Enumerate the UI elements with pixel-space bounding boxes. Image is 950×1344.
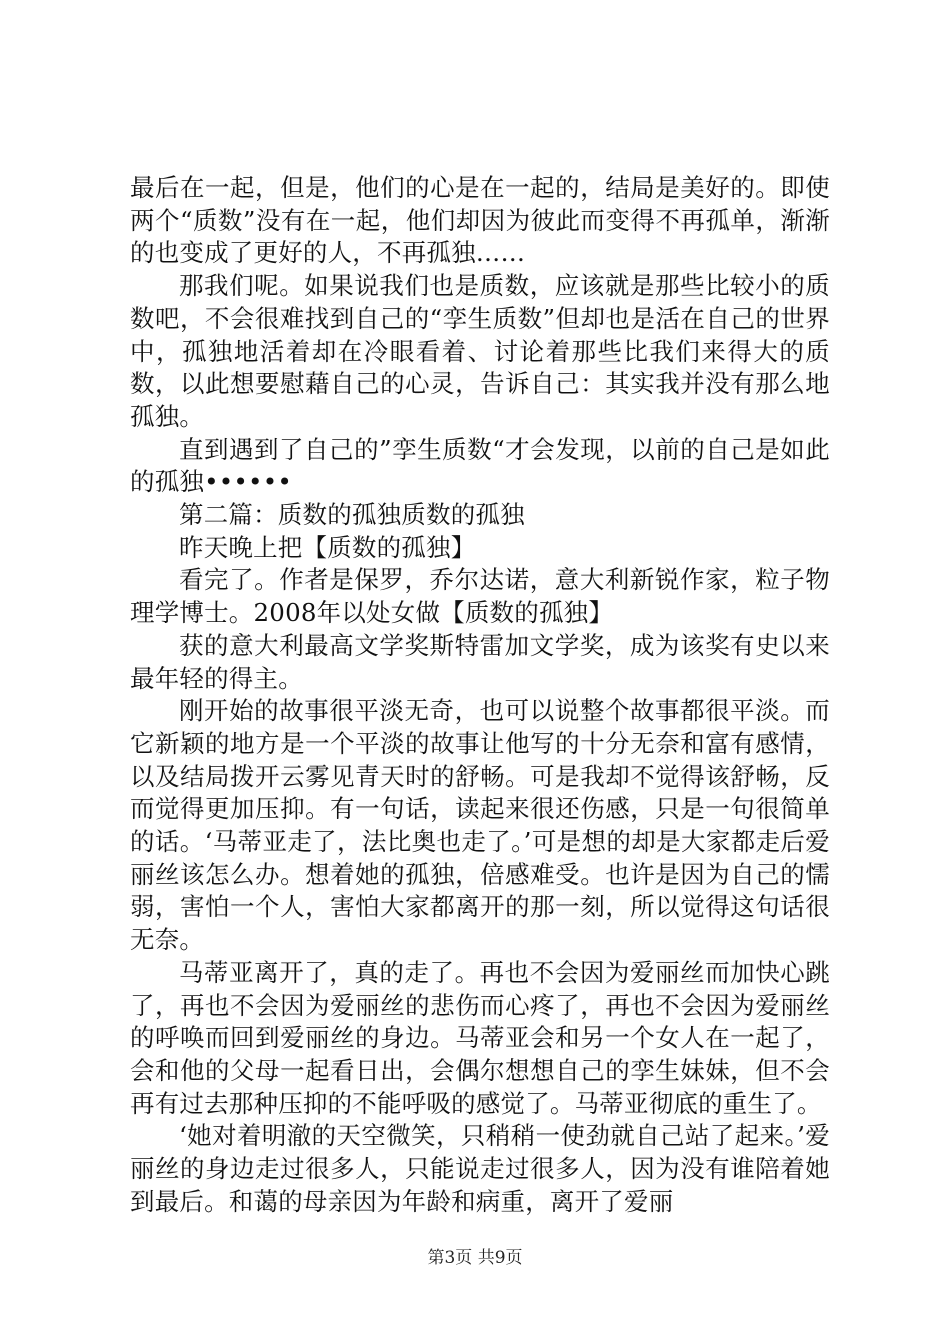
paragraph: ‘她对着明澈的天空微笑，只稍稍一使劲就自己站了起来。’爱丽丝的身边走过很多人，只能说走过很多人，因为没有谁陪着她到最后。和蔼的母亲因为年龄和病重，离开了爱丽	[130, 1121, 830, 1216]
section-heading: 第二篇：质数的孤独质数的孤独	[179, 500, 525, 530]
document-body	[130, 172, 830, 1219]
page-number-footer: 第3页 共9页	[427, 1248, 523, 1268]
paragraph: 昨天晚上把【质数的孤独】	[179, 532, 476, 562]
paragraph: 刚开始的故事很平淡无奇，也可以说整个故事都很平淡。而它新颖的地方是一个平淡的故事让他写的十分无奈和富有感情，以及结局拨开云雾见青天时的舒畅。可是我却不觉得该舒畅，反而觉得更加压抑。有一句话，读起来很还伤感，只是一句很简单的话。‘马蒂亚走了，法比奥也走了。’可是想的却是大家都走后爱丽丝该怎么办。想着她的孤独，倍感难受。也许是因为自己的懦弱，害怕一个人，害怕大家都离开的那一刻，所以觉得这句话很无奈。	[130, 696, 830, 955]
paragraph: 获的意大利最高文学奖斯特雷加文学奖，成为该奖有史以来最年轻的得主。	[130, 630, 830, 693]
paragraph: 看完了。作者是保罗，乔尔达诺，意大利新锐作家，粒子物理学博士。2008年以处女做【质数的孤独】	[130, 565, 830, 628]
paragraph: 那我们呢。如果说我们也是质数，应该就是那些比较小的质数吧，不会很难找到自己的“孪生质数”但却也是活在自己的世界中，孤独地活着却在冷眼看着、讨论着那些比我们来得大的质数，以此想要慰藉自己的心灵，告诉自己：其实我并没有那么地孤独。	[130, 271, 830, 431]
paragraph: 马蒂亚离开了，真的走了。再也不会因为爱丽丝而加快心跳了，再也不会因为爱丽丝的悲伤而心疼了，再也不会因为爱丽丝的呼唤而回到爱丽丝的身边。马蒂亚会和另一个女人在一起了，会和他的父母一起看日出，会偶尔想想自己的孪生妹妹，但不会再有过去那种压抑的不能呼吸的感觉了。马蒂亚彻底的重生了。	[130, 957, 830, 1118]
paragraph: 最后在一起，但是，他们的心是在一起的，结局是美好的。即使两个“质数”没有在一起，他们却因为彼此而变得不再孤单，渐渐的也变成了更好的人，不再孤独……	[130, 173, 830, 268]
paragraph: 直到遇到了自己的”孪生质数“才会发现，以前的自己是如此的孤独••••••	[130, 434, 830, 497]
